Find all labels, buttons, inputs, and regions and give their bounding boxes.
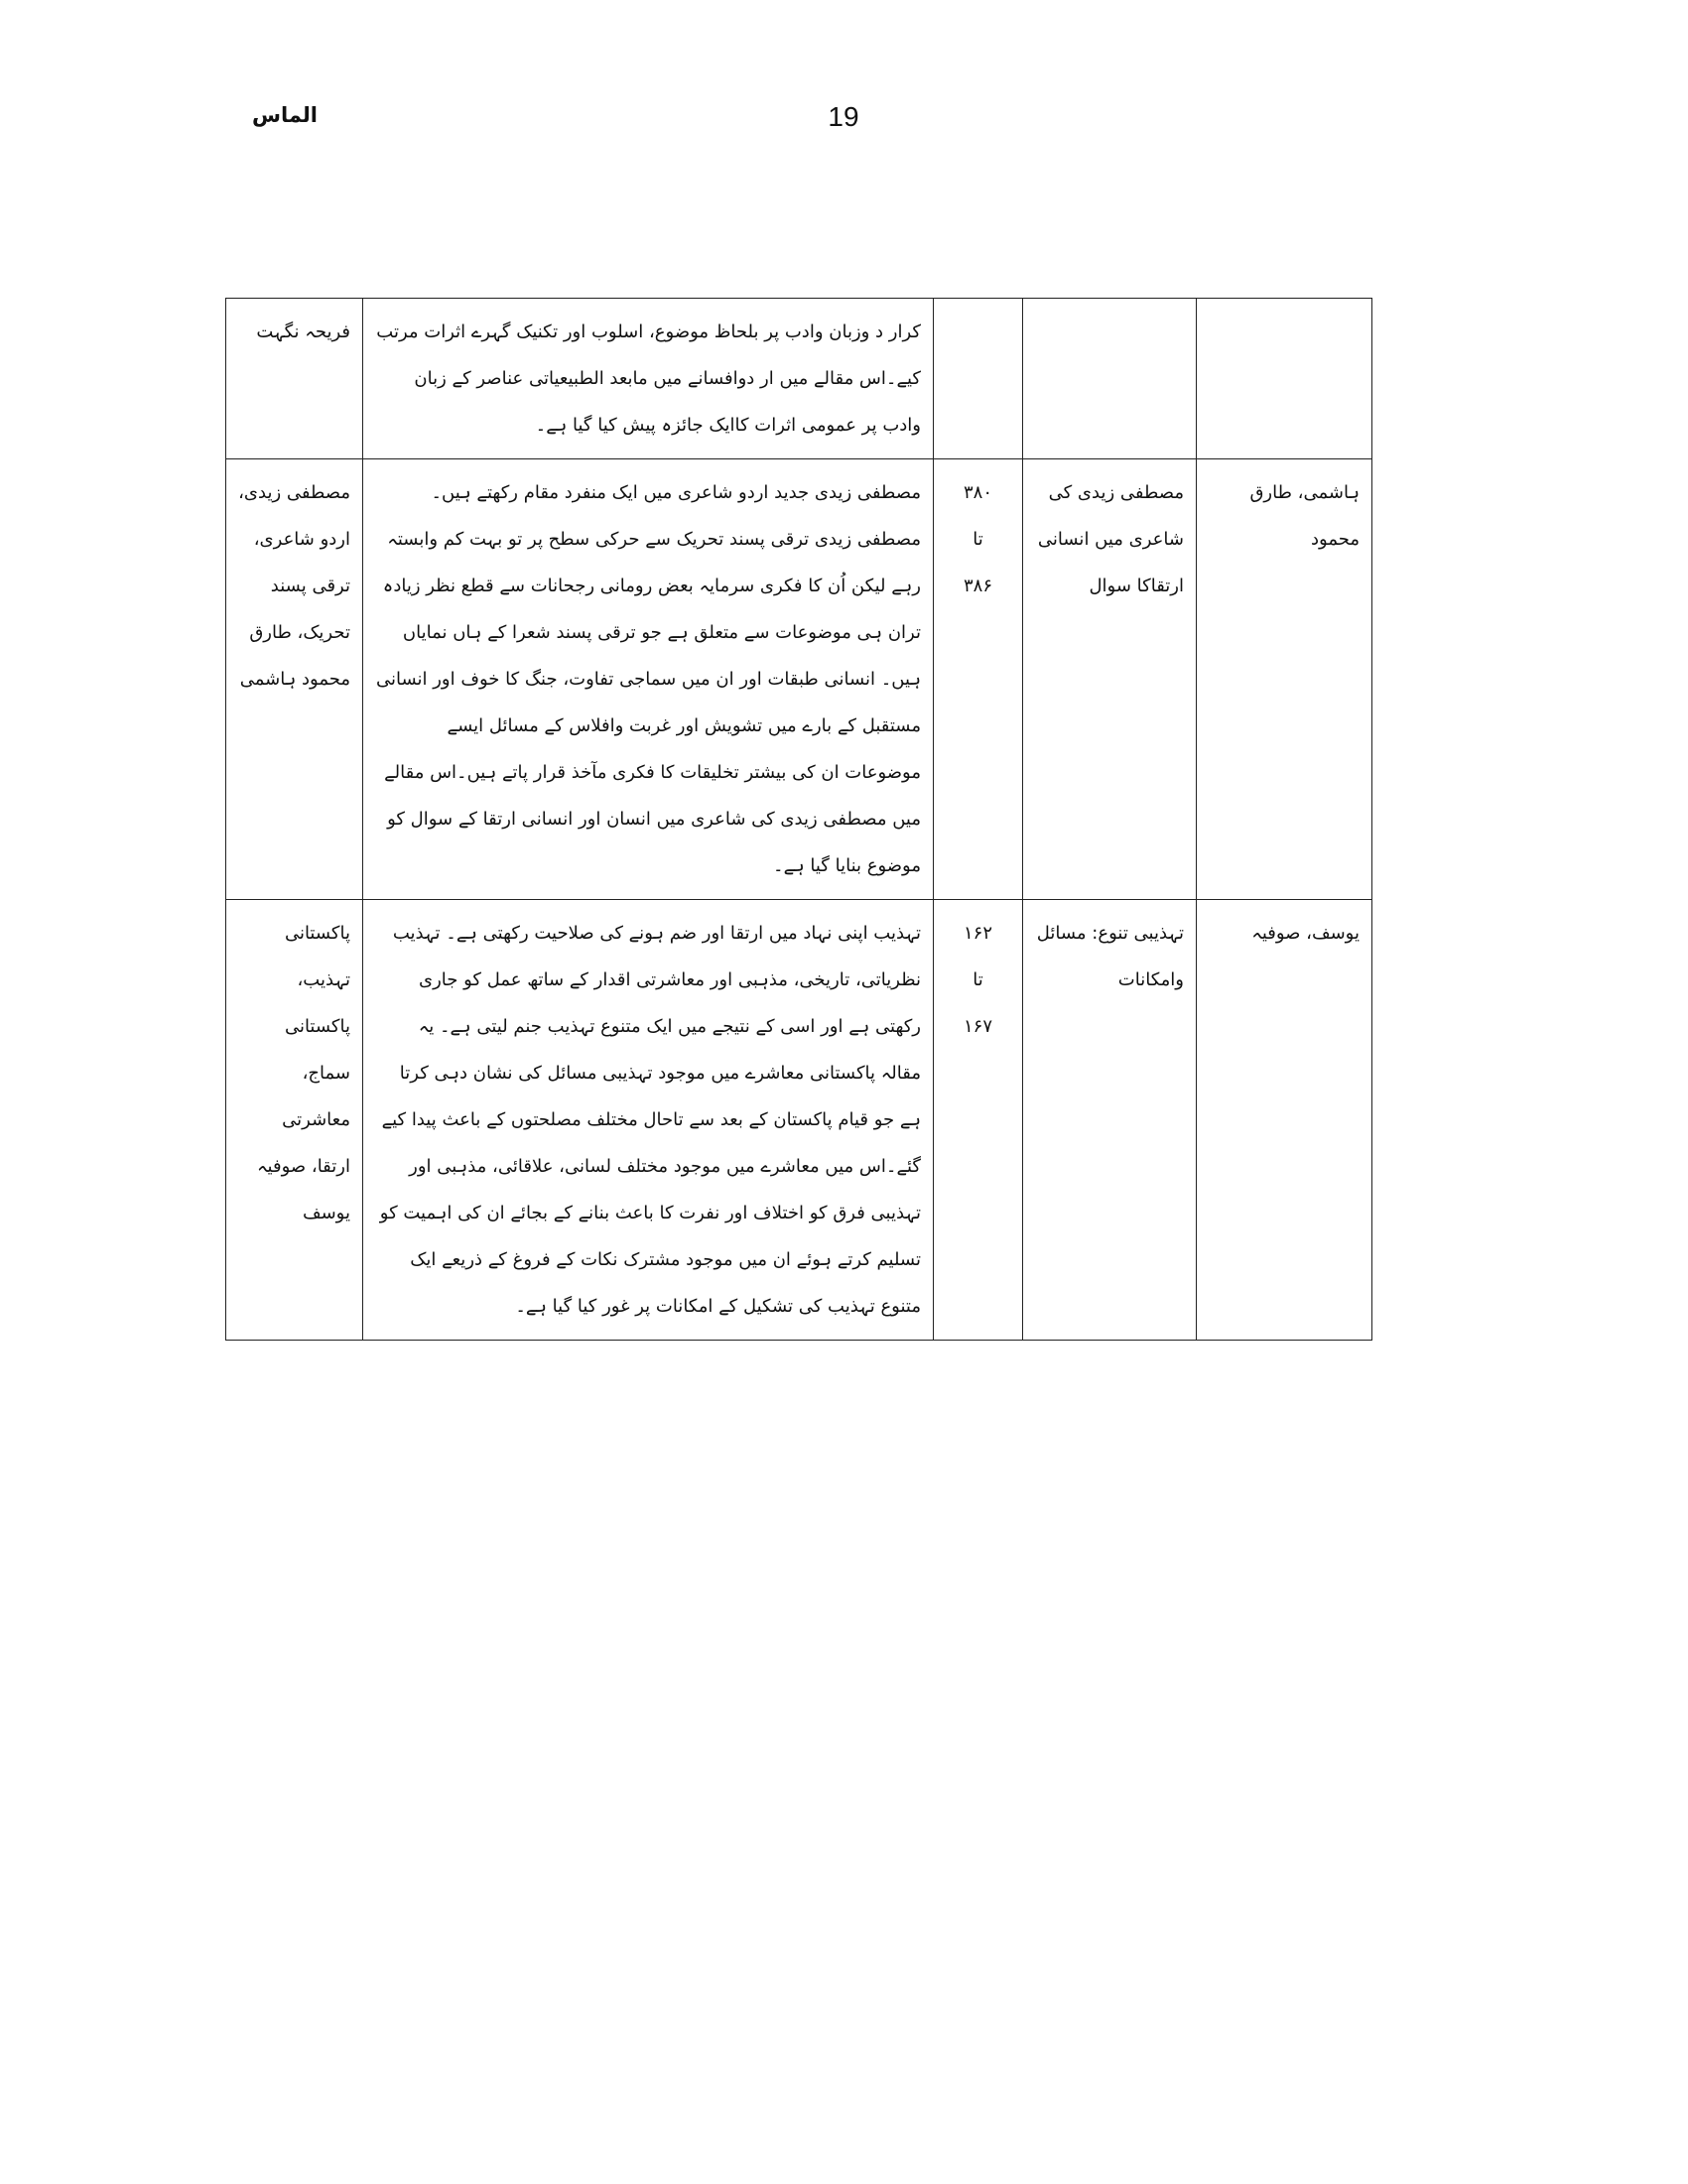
pages-from: ۳۸۰: [963, 482, 992, 503]
author-cell: ہاشمی، طارق محمود: [1197, 459, 1372, 900]
abstract-cell: تہذیب اپنی نہاد میں ارتقا اور ضم ہونے کی صلاحیت رکھتی ہے۔ تہذیب نظریاتی، تاریخی، مذہبی اور معاشرتی اقدار کے ساتھ عمل کو جاری رکھتی ہے اور اسی کے نتیجے میں ایک متنوع تہذیب جنم لیتی ہے۔ یہ مقالہ پاکستانی معاشرے میں موجود تہذیبی مسائل کی نشان دہی کرتا ہے جو قیام پاکستان کے بعد سے تاحال مختلف مصلحتوں کے باعث پیدا کیے گئے۔اس میں معاشرے میں موجود مختلف لسانی، علاقائی، مذہبی اور تہذیبی فرق کو اختلاف اور نفرت کا باعث بنانے کے بجائے ان کی اہمیت کو تسلیم کرتے ہوئے ان میں موجود مشترک نکات کے فروغ کے ذریعے ایک متنوع تہذیب کی تشکیل کے امکانات پر غور کیا گیا ہے۔: [363, 900, 934, 1341]
pages-to-label: تا: [973, 969, 983, 990]
keywords-cell: پاکستانی تہذیب، پاکستانی سماج، معاشرتی ارتقا، صوفیہ یوسف: [226, 900, 363, 1341]
page-number: 19: [828, 101, 859, 132]
pages-from: ۱۶۲: [963, 923, 992, 944]
title-cell: مصطفی زیدی کی شاعری میں انسانی ارتقاکا سوال: [1023, 459, 1197, 900]
pages-cell: [934, 459, 1023, 900]
table-row: [226, 459, 1372, 900]
title-cell: [1023, 299, 1197, 459]
pages-cell: [934, 299, 1023, 459]
pages-cell: [934, 900, 1023, 1341]
keywords-cell: فریحہ نگہت: [226, 299, 363, 459]
author-cell: [1197, 299, 1372, 459]
table-row: [226, 900, 1372, 1341]
keywords-cell: مصطفی زیدی، اردو شاعری، ترقی پسند تحریک، طارق محمود ہاشمی: [226, 459, 363, 900]
journal-name: الماس: [251, 103, 318, 127]
author-cell: یوسف، صوفیہ: [1197, 900, 1372, 1341]
pages-to-label: تا: [973, 529, 983, 550]
pages-to: ۱۶۷: [963, 1016, 992, 1037]
table-row: [226, 299, 1372, 459]
abstract-cell: کرار د وزبان وادب پر بلحاظ موضوع، اسلوب اور تکنیک گہرے اثرات مرتب کیے۔اس مقالے میں ار دوافسانے میں مابعد الطبیعیاتی عناصر کے زبان وادب پر عمومی اثرات کاایک جائزہ پیش کیا گیا ہے۔: [363, 299, 934, 459]
title-cell: تہذیبی تنوع: مسائل وامکانات: [1023, 900, 1197, 1341]
abstract-cell: مصطفی زیدی جدید اردو شاعری میں ایک منفرد مقام رکھتے ہیں۔ مصطفی زیدی ترقی پسند تحریک سے حرکی سطح پر تو بہت کم وابستہ رہے لیکن اُن کا فکری سرمایہ بعض رومانی رجحانات سے قطع نظر زیادہ تران ہی موضوعات سے متعلق ہے جو ترقی پسند شعرا کے ہاں نمایاں ہیں۔ انسانی طبقات اور ان میں سماجی تفاوت، جنگ کا خوف اور انسانی مستقبل کے بارے میں تشویش اور غربت وافلاس کے مسائل ایسے موضوعات ان کی بیشتر تخلیقات کا فکری مآخذ قرار پاتے ہیں۔اس مقالے میں مصطفی زیدی کی شاعری میں انسان اور انسانی ارتقا کے سوال کو موضوع بنایا گیا ہے۔: [363, 459, 934, 900]
pages-to: ۳۸۶: [963, 576, 992, 596]
bibliography-table: [225, 298, 1372, 1341]
